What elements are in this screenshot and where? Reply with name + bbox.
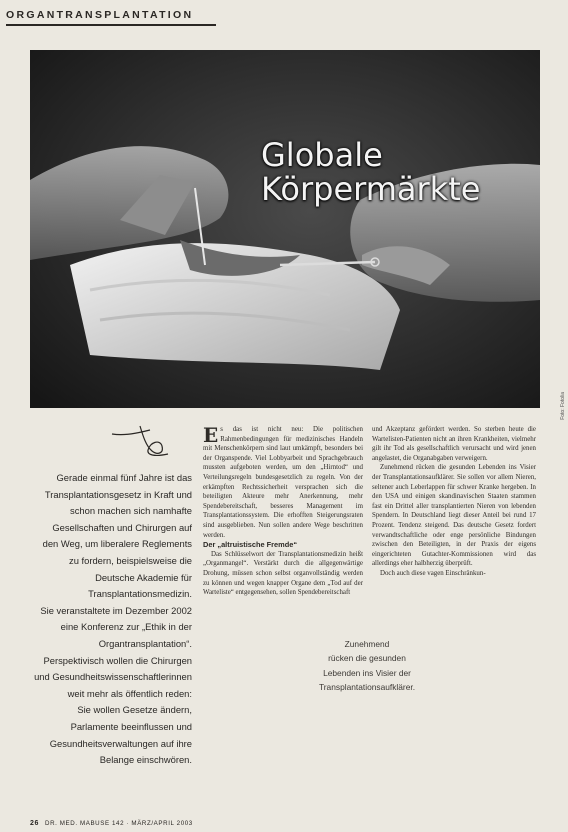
body-column-1: [203, 425, 363, 598]
pull-quote: [306, 633, 428, 699]
body-paragraph: und Akzeptanz gefördert werden. So sterben heute die Wartelisten-Patienten nicht an ihren Krankheiten, vielmehr gilt ihr Tod als gesellschaftlich verursacht und wird jenen angelastet, die Organabgaben verweigern.: [372, 426, 536, 462]
photo-credit: Foto: Fotolia: [560, 392, 566, 420]
body-paragraph: [203, 425, 363, 540]
pull-quote-line: Lebenden ins Visier der: [323, 667, 411, 678]
intro-line: Sie veranstaltete im Dezember 2002: [40, 604, 192, 616]
intro-line: den Weg, um liberalere Reglements: [42, 538, 192, 550]
pull-quote-line: Zunehmend: [344, 639, 390, 649]
page-footer: [30, 820, 193, 827]
intro-line: Gerade einmal fünf Jahre ist das: [56, 472, 192, 483]
intro-line: Sie wollen Gesetze ändern,: [77, 704, 192, 716]
intro-line: Perspektivisch wollen die Chirurgen: [43, 654, 192, 666]
intro-line: Transplantationsmedizin.: [88, 588, 192, 600]
rubric-divider: [6, 24, 216, 26]
pull-quote-line: rücken die gesunden: [328, 653, 406, 664]
intro-line: Belange einschwören.: [99, 754, 192, 766]
intro-line: und Gesundheitswissenschaftlerinnen: [34, 671, 192, 683]
page-number: 26: [30, 820, 39, 827]
body-paragraph: Zunehmend rücken die gesunden Lebenden ins Visier der Transplantationsaufklärer. Sie sollen vor allem Nieren, seltener auch Leberlappen für schwer Kranke hergeben. In den USA und einigen skandinavischen Staaten stammen fast ein Drittel aller transplantierten Nieren von lebenden Spendern. In Deutschland liegt dieser Anteil bei rund 17 Prozent. Tendenz steigend. Das deutsche Gesetz fordert verwandtschaftliche oder enge persönliche Bindungen zwischen den Beteiligten, in der Praxis der eigens eingerichteten Gutachter-Kommissionen wird das allerdings eher halbherzig überprüft.: [372, 464, 536, 568]
intro-line: eine Konferenz zur „Ethik in der: [60, 621, 192, 633]
intro-line: zu fordern, beispielsweise die: [69, 554, 192, 566]
intro-line: Transplantationsgesetz in Kraft und: [44, 488, 192, 500]
publication-source: DR. MED. MABUSE 142 · MÄRZ/APRIL 2003: [45, 820, 193, 827]
body-column-2: [372, 425, 536, 579]
section-rubric: ORGANTRANSPLANTATION: [6, 9, 194, 21]
intro-line: Organtransplantation“.: [98, 637, 192, 649]
intro-line: weit mehr als öffentlich reden:: [67, 687, 192, 699]
section-subhead: Der „altruistische Fremde“: [203, 540, 298, 550]
intro-line: Parlamente beeinflussen und: [70, 720, 192, 732]
article-title-line1: Globale: [261, 136, 383, 174]
author-signature-graphic: [110, 424, 170, 458]
article-intro: [30, 470, 192, 769]
header-photo: [30, 50, 540, 408]
body-text: s das ist nicht neu: Die politischen Rahmenbedingungen für medizinisches Handeln mit Menschenkörpern sind laut umkämpft, besonders bei der Organspende. Viel Lobbyarbeit und Sprachgebrauch mussten aufgeboten werden, um den „Hirntod“ und Verteilungsregeln bundesgesetzlich zu regeln. Von der erkämpften Rechtssicherheit versprachen sich die beteiligten Akteure mehr Anerkennung, mehr Spendebereitschaft, besseres Management im Transplantationssystem. Die erhofften Steigerungsraten sind ausgeblieben. Nun sollen andere Wege beschritten werden.: [203, 426, 363, 539]
pull-quote-line: Transplantationsaufklärer.: [318, 682, 416, 693]
body-paragraph: Das Schlüsselwort der Transplantationsmedizin heißt „Organmangel“. Verstärkt durch die allgegenwärtige Drohung, müssen schon selbst organvollständig werden zu können und wegen knapper Organe dem „Tod auf der Warteliste“ entgegensehen, sollen Spendebereitschaft: [203, 550, 363, 597]
intro-line: Deutsche Akademie für: [95, 571, 192, 583]
drop-cap: E: [203, 423, 219, 447]
body-paragraph: Doch auch diese vagen Einschränkun-: [380, 569, 486, 577]
surgery-photo-image: [30, 50, 540, 408]
article-title-line2: Körpermärkte: [261, 170, 481, 208]
intro-line: Gesundheitsverwaltungen auf ihre: [49, 737, 192, 749]
article-title: [261, 138, 480, 206]
intro-line: schon machen sich namhafte: [70, 505, 192, 517]
intro-line: Gesellschaften und Chirurgen auf: [52, 521, 192, 533]
